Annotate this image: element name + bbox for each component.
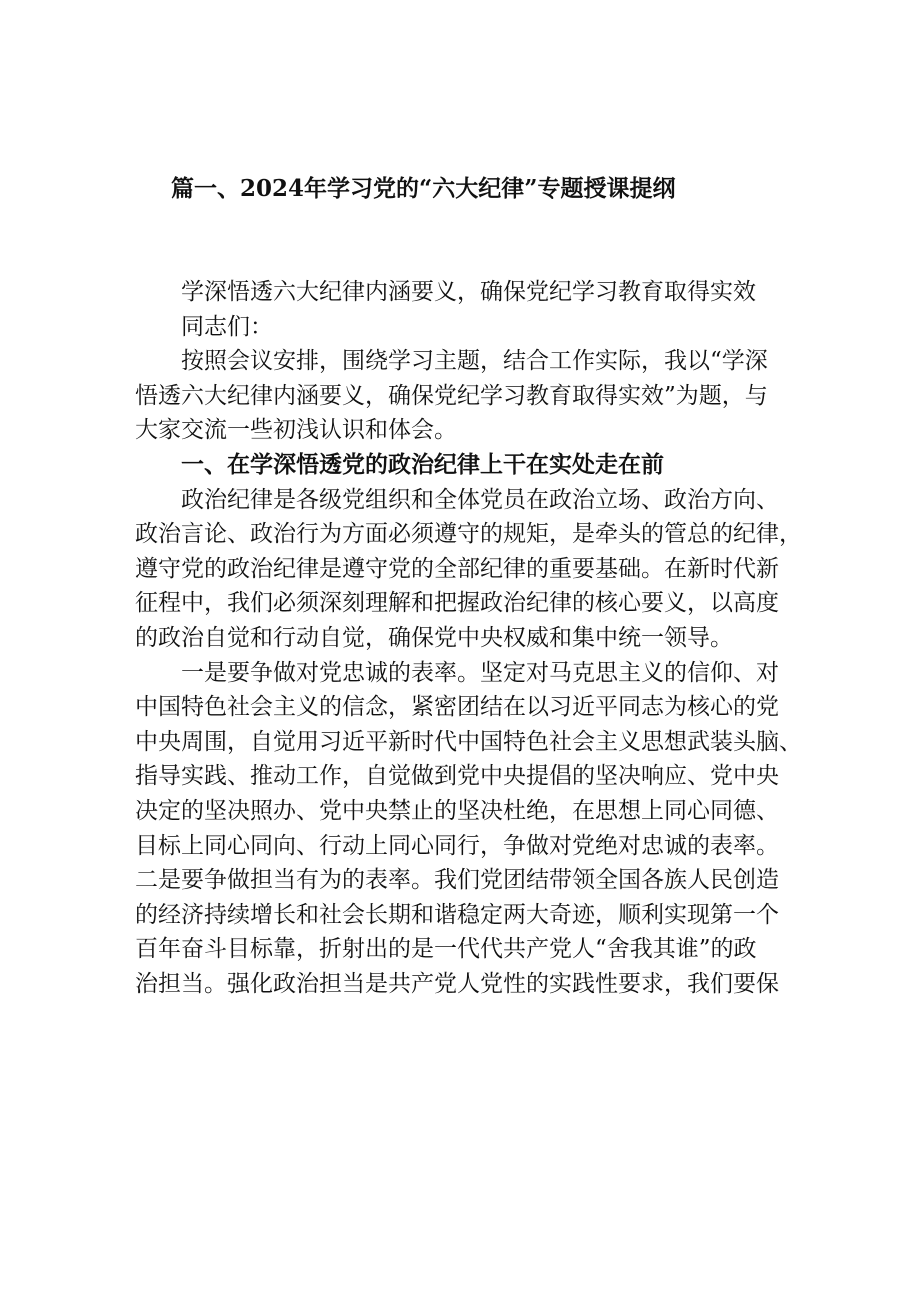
body-text-line: 学深悟透六大纪律内涵要义，确保党纪学习教育取得实效 bbox=[181, 279, 756, 305]
body-text-line: 中央周围，自觉用习近平新时代中国特色社会主义思想武装头脑、 bbox=[135, 728, 802, 755]
body-text-line: 遵守党的政治纪律是遵守党的全部纪律的重要基础。在新时代新 bbox=[135, 555, 779, 582]
section-heading-line: 一、在学深悟透党的政治纪律上干在实处走在前 bbox=[181, 450, 664, 478]
body-text-line: 悟透六大纪律内涵要义，确保党纪学习教育取得实效”为题，与 bbox=[135, 382, 768, 409]
body-text-line: 大家交流一些初浅认识和体会。 bbox=[135, 417, 457, 444]
body-text-line: 目标上同心同向、行动上同心同行，争做对党绝对忠诚的表率。 bbox=[135, 832, 779, 859]
body-text-line: 治担当。强化政治担当是共产党人党性的实践性要求，我们要保 bbox=[135, 970, 779, 997]
body-text-line: 的经济持续增长和社会长期和谐稳定两大奇迹，顺利实现第一个 bbox=[135, 901, 779, 928]
document-body bbox=[135, 275, 802, 1001]
body-text-line: 政治纪律是各级党组织和全体党员在政治立场、政治方向、 bbox=[181, 486, 779, 513]
document-title: 篇一、2024年学习党的“六大纪律”专题授课提纲 bbox=[171, 175, 676, 202]
body-text-line: 政治言论、政治行为方面必须遵守的规矩，是牵头的管总的纪律， bbox=[135, 521, 802, 548]
body-text-line: 的政治自觉和行动自觉，确保党中央权威和集中统一领导。 bbox=[135, 624, 733, 651]
body-text-line: 按照会议安排，围绕学习主题，结合工作实际，我以“学深 bbox=[181, 348, 768, 375]
body-text-line: 二是要争做担当有为的表率。我们党团结带领全国各族人民创造 bbox=[135, 867, 779, 894]
body-text-line: 指导实践、推动工作，自觉做到党中央提倡的坚决响应、党中央 bbox=[135, 763, 779, 790]
body-text-line: 征程中，我们必须深刻理解和把握政治纪律的核心要义，以高度 bbox=[135, 590, 779, 617]
body-text-line: 百年奋斗目标靠，折射出的是一代代共产党人“舍我其谁”的政 bbox=[135, 936, 757, 963]
body-text-line: 中国特色社会主义的信念，紧密团结在以习近平同志为核心的党 bbox=[135, 694, 779, 721]
body-text-line: 决定的坚决照办、党中央禁止的坚决杜绝，在思想上同心同德、 bbox=[135, 797, 779, 824]
body-text-line: 同志们： bbox=[181, 313, 273, 340]
body-text-line: 一是要争做对党忠诚的表率。坚定对马克思主义的信仰、对 bbox=[181, 659, 779, 686]
